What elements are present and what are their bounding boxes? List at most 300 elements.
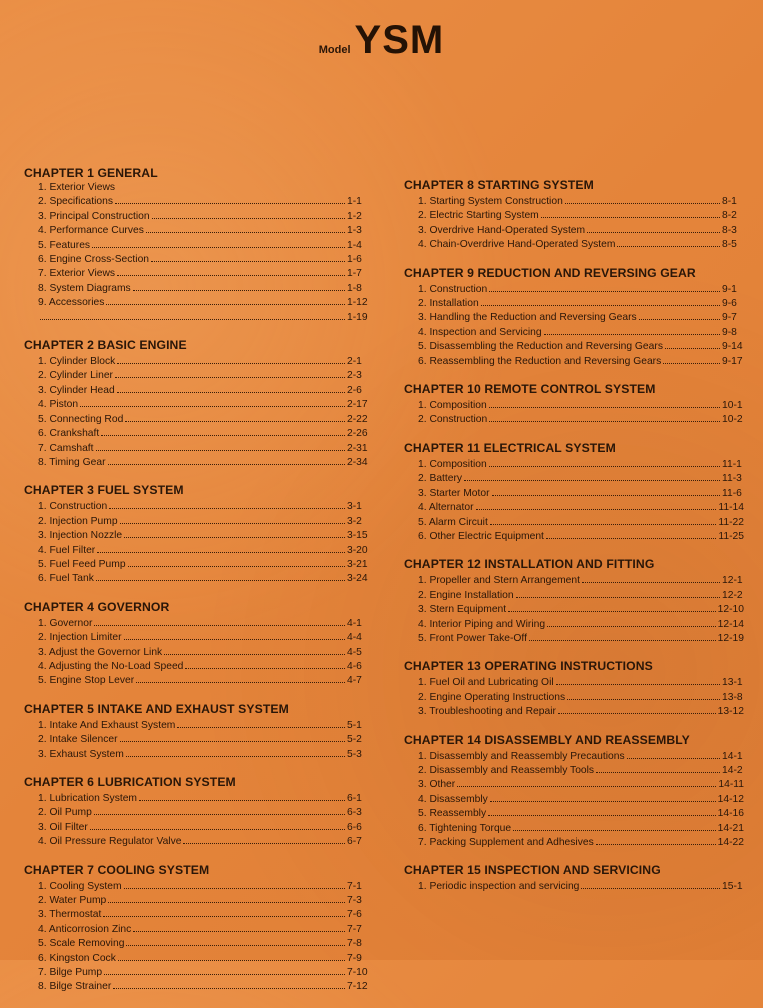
toc-entry-label: 7. Exterior Views (38, 268, 116, 280)
toc-entry-label: 3. Thermostat (38, 909, 102, 921)
toc-entry-page: 6-3 (347, 807, 362, 819)
chapter-title: CHAPTER 9 REDUCTION AND REVERSING GEAR (404, 265, 696, 280)
toc-entry-label: 3. Adjust the Governor Link (38, 646, 163, 658)
toc-entry-page: 1-3 (347, 225, 362, 237)
toc-entry (418, 588, 744, 602)
toc-entry (38, 791, 369, 805)
chapter-title: CHAPTER 8 STARTING SYSTEM (404, 178, 594, 192)
dot-leader (126, 747, 345, 757)
toc-entry-page: 7-9 (347, 952, 362, 964)
toc-entry-page: 14-21 (717, 822, 744, 834)
chapter-title: CHAPTER 1 GENERAL (24, 166, 158, 180)
toc-entry (418, 879, 744, 893)
toc-entry (418, 500, 744, 514)
chapter-section (24, 338, 369, 469)
dot-leader (151, 252, 345, 262)
dot-leader (639, 310, 720, 320)
toc-entry-page: 9-17 (722, 355, 743, 367)
toc-entry-label: 3. Starter Motor (418, 487, 490, 499)
toc-entry-label: 4. Adjusting the No-Load Speed (38, 660, 184, 672)
toc-left-column (24, 166, 369, 1008)
toc-entry-label: 2. Disassembly and Reassembly Tools (418, 764, 595, 776)
toc-entry (418, 690, 744, 704)
toc-entry (418, 675, 744, 689)
toc-entry-label: 2. Engine Operating Instructions (418, 691, 566, 703)
toc-entry (418, 325, 744, 339)
dot-leader (97, 543, 345, 553)
toc-entry (38, 979, 369, 993)
toc-entry-label: 6. Tightening Torque (418, 822, 512, 834)
toc-entry-page: 14-2 (722, 764, 743, 776)
toc-entry-page: 12-1 (722, 575, 743, 587)
toc-entry-page: 11-25 (718, 530, 744, 542)
toc-entry-label: 4. Chain-Overdrive Hand-Operated System (418, 239, 616, 251)
dot-leader (124, 879, 345, 889)
toc-entry-label: 4. Piston (38, 399, 79, 411)
toc-entry-label: 2. Cylinder Liner (38, 370, 113, 382)
dot-leader (164, 645, 345, 655)
dot-leader (113, 979, 345, 989)
dot-leader (108, 893, 345, 903)
toc-entry-page: 4-5 (347, 646, 362, 658)
toc-entry-page: 1-19 (347, 311, 368, 323)
toc-entry-label: 4. Interior Piping and Wiring (418, 618, 546, 630)
toc-entry-label: 7. Camshaft (38, 442, 94, 454)
toc-entry-label: 3. Troubleshooting and Repair (418, 706, 556, 718)
chapter-items (404, 749, 744, 850)
dot-leader (185, 659, 345, 669)
dot-leader (567, 690, 720, 700)
toc-entry-label: 7. Bilge Pump (38, 967, 103, 979)
dot-leader (489, 412, 720, 422)
dot-leader (476, 500, 717, 510)
toc-entry (38, 441, 369, 455)
chapter-title: CHAPTER 3 FUEL SYSTEM (24, 483, 184, 498)
chapter-title: CHAPTER 4 GOVERNOR (24, 599, 170, 614)
toc-entry-page: 13-1 (722, 677, 743, 689)
toc-entry-page: 15-1 (722, 881, 743, 893)
toc-entry-page: 11-6 (722, 487, 742, 499)
dot-leader (529, 631, 716, 641)
toc-entry (38, 223, 369, 237)
toc-entry-label: 5. Disassembling the Reduction and Reversing Gears (418, 341, 663, 353)
toc-entry-page: 2-26 (347, 428, 368, 440)
toc-entry (418, 339, 744, 353)
dot-leader (177, 718, 345, 728)
dot-leader (117, 266, 345, 276)
toc-entry-label: 4. Fuel Filter (38, 544, 96, 556)
toc-entry-page: 7-6 (347, 909, 362, 921)
dot-leader (120, 514, 345, 524)
toc-entry-label: 9. Accessories (38, 297, 105, 309)
toc-entry-label: 6. Engine Cross-Section (38, 254, 150, 266)
chapter-items (404, 194, 744, 252)
toc-entry (418, 471, 744, 485)
toc-entry-page: 13-12 (717, 706, 744, 718)
toc-entry-page: 1-6 (347, 254, 362, 266)
chapter-section (24, 775, 369, 849)
page-header (0, 18, 763, 63)
chapter-section (404, 557, 744, 645)
toc-entry-label: 2. Engine Installation (418, 589, 514, 601)
toc-entry-page: 2-17 (347, 399, 368, 411)
dot-leader (109, 499, 345, 509)
dot-leader (108, 455, 345, 465)
chapter-title: CHAPTER 6 LUBRICATION SYSTEM (24, 775, 236, 789)
toc-entry-page: 1-2 (347, 210, 362, 222)
toc-entry-label: 1. Cylinder Block (38, 356, 116, 368)
dot-leader (136, 673, 345, 683)
toc-entry-label: 8. Timing Gear (38, 456, 106, 468)
toc-entry (38, 266, 369, 280)
toc-entry-page: 9-14 (722, 341, 743, 353)
chapter-items (404, 879, 744, 893)
chapter-items (24, 879, 369, 994)
toc-entry-label: 4. Oil Pressure Regulator Valve (38, 836, 182, 848)
toc-entry-label: 1. Intake And Exhaust System (38, 719, 176, 731)
dot-leader (117, 354, 345, 364)
toc-entry-page: 8-3 (722, 224, 737, 236)
toc-entry (418, 529, 744, 543)
dot-leader (488, 806, 716, 816)
toc-entry-label: 1. Lubrication System (38, 793, 138, 804)
toc-entry-page: 5-2 (347, 734, 362, 746)
toc-entry (418, 398, 744, 412)
toc-entry (418, 763, 744, 777)
toc-entry-page: 6-6 (347, 821, 362, 833)
toc-entry-page: 7-10 (347, 967, 368, 979)
dot-leader (80, 397, 345, 407)
toc-entry-label: 2. Battery (418, 473, 463, 485)
toc-entry (38, 426, 369, 440)
toc-entry-label: 3. Principal Construction (38, 210, 150, 222)
toc-entry-label: 2. Electric Starting System (418, 210, 539, 222)
dot-leader (513, 821, 716, 831)
toc-entry (418, 194, 744, 208)
toc-entry (38, 397, 369, 411)
toc-entry-page: 3-24 (347, 573, 368, 585)
dot-leader (665, 339, 720, 349)
toc-entry-label: 3. Injection Nozzle (38, 530, 123, 542)
toc-entry-label: 2. Water Pump (38, 895, 107, 907)
toc-entry (38, 281, 369, 295)
chapter-items (404, 457, 744, 543)
toc-entry-label: 5. Alarm Circuit (418, 516, 488, 528)
toc-entry-page: 6-7 (347, 836, 362, 848)
dot-leader (94, 616, 345, 626)
dot-leader (101, 426, 345, 436)
toc-entry-label: 1. Construction (418, 283, 488, 295)
toc-entry-page: 4-7 (347, 675, 362, 687)
dot-leader (490, 515, 717, 525)
dot-leader (490, 792, 716, 802)
toc-entry-page: 9-1 (722, 283, 737, 295)
dot-leader (124, 630, 345, 640)
chapter-section (24, 600, 369, 688)
toc-entry (418, 617, 744, 631)
toc-entry-page: 4-6 (347, 660, 362, 672)
toc-entry (38, 820, 369, 834)
toc-entry-label: 1. Composition (418, 458, 487, 470)
toc-entry-label: 2. Injection Pump (38, 515, 118, 527)
dot-leader (617, 237, 720, 247)
toc-entry-page: 3-20 (347, 544, 368, 556)
toc-entry-label: 5. Scale Removing (38, 938, 125, 950)
dot-leader (516, 588, 720, 598)
dot-leader (546, 529, 717, 539)
dot-leader (124, 528, 345, 538)
toc-entry-page: 10-1 (722, 400, 743, 412)
chapter-items (404, 398, 744, 427)
toc-entry-page: 12-2 (722, 589, 743, 601)
chapter-title: CHAPTER 10 REMOTE CONTROL SYSTEM (404, 382, 656, 397)
toc-entry-page: 8-5 (722, 239, 737, 251)
toc-entry-page: 11-22 (718, 516, 744, 528)
toc-entry-label: 1. Periodic inspection and servicing (418, 881, 580, 893)
dot-leader (120, 732, 345, 742)
chapter-section (404, 733, 744, 850)
dot-leader (541, 208, 720, 218)
dot-leader (565, 194, 720, 204)
toc-entry (38, 805, 369, 819)
toc-entry (418, 457, 744, 471)
toc-entry-label: 3. Other (418, 779, 456, 791)
dot-leader (464, 471, 720, 481)
toc-entry-label: 4. Inspection and Servicing (418, 326, 542, 338)
toc-entry (38, 936, 369, 950)
toc-entry (418, 704, 744, 718)
toc-entry-label: 5. Reassembly (418, 808, 487, 820)
chapter-items (24, 616, 369, 688)
toc-entry-page: 7-12 (347, 981, 368, 993)
dot-leader (481, 296, 720, 306)
dot-leader (152, 209, 345, 219)
toc-entry (38, 645, 369, 659)
toc-entry-label: 2. Specifications (38, 196, 113, 208)
toc-entry (38, 893, 369, 907)
dot-leader (581, 879, 720, 889)
toc-entry (38, 238, 369, 252)
dot-leader (596, 763, 720, 773)
dot-leader (508, 602, 716, 612)
chapter-items (404, 282, 744, 368)
dot-leader (183, 834, 345, 844)
toc-entry-page: 9-7 (722, 312, 737, 324)
chapter-title: CHAPTER 12 INSTALLATION AND FITTING (404, 557, 655, 572)
toc-entry-label: 3. Exhaust System (38, 748, 124, 760)
toc-entry-label: 1. Composition (418, 400, 487, 412)
toc-entry (418, 821, 744, 835)
dot-leader (103, 907, 345, 917)
toc-entry-page: 2-22 (347, 413, 368, 425)
toc-entry (418, 602, 744, 616)
toc-entry-page: 2-31 (347, 442, 368, 454)
toc-entry-label: 6. Crankshaft (38, 428, 100, 440)
toc-entry (38, 455, 369, 469)
toc-entry-page: 11-14 (718, 502, 744, 514)
toc-entry-page: 1-1 (347, 196, 362, 208)
chapter-items (24, 354, 369, 469)
chapter-title: CHAPTER 5 INTAKE AND EXHAUST SYSTEM (24, 701, 289, 716)
toc-entry (418, 749, 744, 763)
toc-entry-label: 3. Overdrive Hand-Operated System (418, 224, 586, 236)
dot-leader (92, 238, 345, 248)
toc-entry (38, 616, 369, 630)
toc-entry-label: 3. Stern Equipment (418, 604, 507, 616)
toc-entry-label: 2. Installation (418, 298, 479, 310)
toc-entry (38, 528, 369, 542)
toc-entry-page: 3-15 (347, 530, 368, 542)
toc-entry-page: 4-4 (347, 632, 362, 644)
toc-entry (418, 835, 744, 849)
toc-entry (38, 673, 369, 687)
toc-entry-label: 2. Intake Silencer (38, 734, 118, 746)
toc-entry (38, 295, 369, 309)
chapter-title: CHAPTER 13 OPERATING INSTRUCTIONS (404, 659, 653, 674)
toc-entry (38, 718, 369, 732)
dot-leader (125, 412, 345, 422)
toc-entry-label: 7. Packing Supplement and Adhesives (418, 837, 594, 848)
dot-leader (96, 441, 345, 451)
dot-leader (558, 704, 716, 714)
chapter-title: CHAPTER 14 DISASSEMBLY AND REASSEMBLY (404, 732, 690, 747)
toc-entry-label: 6. Fuel Tank (38, 573, 94, 585)
toc-entry-label: 4. Disassembly (418, 793, 488, 805)
toc-entry (418, 354, 744, 368)
toc-entry (38, 557, 369, 571)
chapter-section (404, 382, 744, 427)
dot-leader (582, 573, 720, 583)
chapter-title: CHAPTER 11 ELECTRICAL SYSTEM (404, 440, 616, 455)
dot-leader (128, 557, 345, 567)
toc-entry-page: 9-6 (722, 298, 737, 310)
chapter-title: CHAPTER 7 COOLING SYSTEM (24, 862, 210, 877)
toc-entry-label: 5. Features (38, 239, 91, 251)
chapter-items (24, 499, 369, 585)
toc-entry-page: 9-8 (722, 326, 737, 338)
toc-entry-label: 4. Performance Curves (38, 225, 144, 237)
dot-leader (544, 325, 720, 335)
toc-entry-page: 1-4 (347, 239, 362, 251)
chapter-section (24, 702, 369, 761)
chapter-items (24, 718, 369, 761)
toc-entry-page: 12-19 (717, 632, 744, 644)
toc-entry-label: 1. Governor (38, 617, 93, 629)
toc-entry-page: 13-8 (722, 691, 743, 703)
toc-entry-page: 4-1 (347, 617, 362, 629)
toc-entry (38, 922, 369, 936)
toc-entry-page: 8-1 (722, 196, 737, 207)
toc-entry (418, 282, 744, 296)
toc-entry-label: 2. Injection Limiter (38, 632, 122, 644)
toc-entry-label: 4. Anticorrosion Zinc (38, 923, 132, 935)
dot-leader (587, 223, 720, 233)
toc-entry (38, 732, 369, 746)
toc-entry-label: 1. Construction (38, 501, 108, 513)
toc-entry (38, 412, 369, 426)
toc-entry-page: 2-34 (347, 456, 368, 468)
toc-entry (418, 223, 744, 237)
dot-leader (133, 922, 345, 932)
toc-entry-label: 3. Oil Filter (38, 821, 88, 833)
toc-entry (38, 194, 369, 208)
toc-entry (418, 573, 744, 587)
toc-right-column (404, 178, 744, 908)
dot-leader (489, 398, 720, 408)
toc-entry-page: 10-2 (722, 414, 743, 426)
dot-leader (40, 310, 345, 320)
toc-entry-page: 14-11 (718, 779, 744, 791)
toc-entry-label: 1. Fuel Oil and Lubricating Oil (418, 677, 554, 689)
dot-leader (596, 835, 716, 845)
chapter-section (404, 863, 744, 893)
toc-entry-label: 5. Front Power Take-Off (418, 632, 527, 644)
chapter-items (404, 675, 744, 718)
toc-entry (38, 907, 369, 921)
dot-leader (457, 777, 716, 787)
toc-entry-page: 5-1 (347, 719, 362, 731)
toc-entry-page: 2-3 (347, 370, 362, 382)
toc-entry-label: 5. Fuel Feed Pump (38, 558, 126, 570)
toc-entry-page: 1-8 (347, 282, 362, 294)
dot-leader (489, 457, 720, 467)
toc-entry (38, 951, 369, 965)
chapter-section (24, 863, 369, 994)
toc-entry-page: 3-2 (347, 515, 362, 527)
toc-entry-page: 2-6 (347, 384, 362, 396)
toc-entry (38, 571, 369, 585)
toc-entry-label: 6. Other Electric Equipment (418, 530, 544, 542)
toc-entry-label: 1. Cooling System (38, 880, 122, 892)
chapter-section (24, 483, 369, 585)
dot-leader (126, 936, 345, 946)
toc-entry (38, 499, 369, 513)
chapter-section (404, 441, 744, 543)
chapter-section (24, 166, 369, 324)
toc-entry (38, 630, 369, 644)
dot-leader (627, 749, 720, 759)
toc-entry (38, 252, 369, 266)
toc-entry-page: 12-10 (717, 604, 744, 616)
dot-leader (139, 791, 345, 801)
toc-entry-page: 8-2 (722, 210, 737, 222)
toc-entry (418, 208, 744, 222)
toc-entry-label: 3. Handling the Reduction and Reversing Gears (418, 312, 637, 324)
toc-entry-label: 2. Construction (418, 414, 488, 426)
toc-entry-page: 14-1 (722, 750, 743, 762)
toc-entry-page: 7-7 (347, 923, 362, 935)
toc-entry-page: 5-3 (347, 748, 362, 760)
toc-entry (38, 747, 369, 761)
dot-leader (106, 295, 345, 305)
toc-entry-label: 6. Kingston Cock (38, 952, 116, 964)
toc-entry (38, 659, 369, 673)
toc-entry (418, 412, 744, 426)
toc-entry (418, 237, 744, 251)
toc-entry (418, 515, 744, 529)
toc-entry-label: 8. Bilge Strainer (38, 981, 112, 993)
toc-entry-page: 12-14 (717, 618, 744, 630)
dot-leader (118, 951, 345, 961)
toc-entry (38, 383, 369, 397)
toc-entry (38, 543, 369, 557)
toc-entry-page: 11-3 (722, 473, 742, 485)
toc-entry-page: 6-1 (347, 793, 362, 804)
chapter-items (24, 182, 369, 324)
dot-leader (663, 354, 720, 364)
toc-entry-page: 1-12 (347, 297, 368, 309)
toc-entry-label: 1. Propeller and Stern Arrangement (418, 575, 580, 587)
